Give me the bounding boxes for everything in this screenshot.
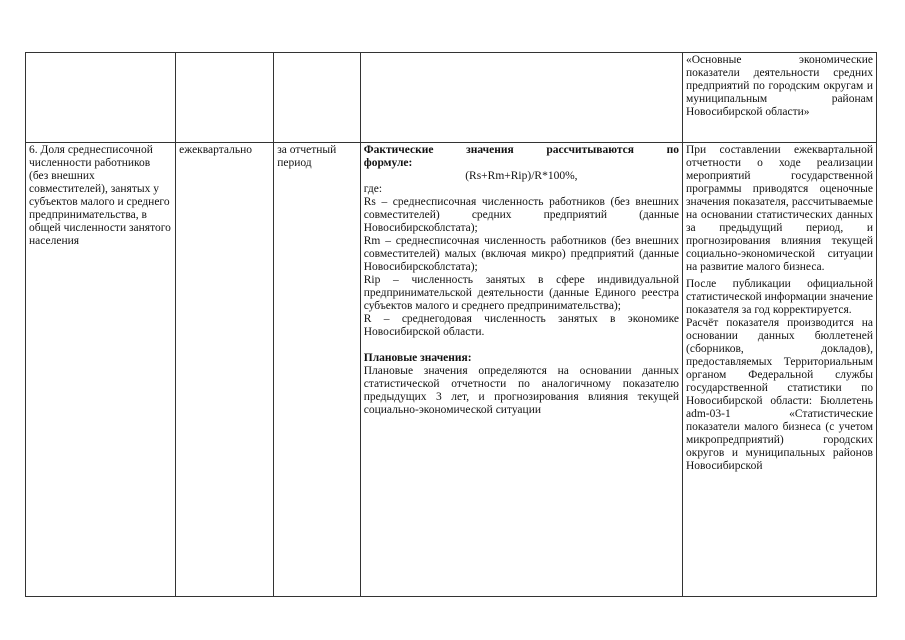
empty-cell [360,53,682,143]
source-p1: При составлении ежеквартальной отчетности о ходе реализации мероприятий государственной программы приводятся оценочные значения показателя, рассчитываемые на основании статистических данных за предыдущий период, и прогнозирования влияния текущей социально-экономической ситуации на развитие малого бизнеса. [686,144,873,273]
formula-heading-line2: формуле: [363,157,413,169]
indicator-name: 6. Доля среднесписочной численности работников (без внешних совместителей), занятых у субъектов малого и среднего предпринимательства, в общей численности занятого населения [29,144,171,247]
formula-rip: Rip – численность занятых в сфере индивидуальной предпринимательской деятельности (данные Единого реестра субъектов малого и среднего предпринимательства); [363,274,679,312]
formula-where: где: [363,183,383,195]
source-cell [683,143,877,597]
source-p3: Расчёт показателя производится на основании данных бюллетеней (сборников, докладов), предоставляемых Территориальным органом Федеральной службы государственной статистики по Новосибирской области: Бюллетень adm-03-1 «Статистические показатели малого бизнеса (с учетом микропредприятий) городских округов и муниципальных районов Новосибирской [686,317,873,472]
period: за отчетный период [277,144,337,169]
indicator-name-cell [26,143,176,597]
indicator-table [25,52,877,597]
empty-cell [26,53,176,143]
formula: (Rs+Rm+Rip)/R*100%, [465,170,578,182]
formula-rs: Rs – среднесписочная численность работников (без внешних совместителей) средних предприятий (данные Новосибирскоблстата); [363,196,679,234]
formula-r: R – среднегодовая численность занятых в экономике Новосибирской области. [363,313,679,338]
source-continued-text: «Основные экономические показатели деятельности средних предприятий по городским округам и муниципальным районам Новосибирской области» [686,54,873,118]
method-cell [360,143,682,597]
table-row [26,53,877,143]
source-p2: После публикации официальной статистической информации значение показателя за год корректируется. [686,278,873,316]
plan-text: Плановые значения определяются на основании данных статистической отчетности по аналогичному показателю предыдущих 3 лет, и прогнозирования влияния текущей социально-экономической ситуации [363,365,679,416]
period-cell [274,143,361,597]
periodicity-cell [176,143,274,597]
formula-rm: Rm – среднесписочная численность работников (без внешних совместителей) малых (включая микро) предприятий (данные Новосибирскоблстата); [363,235,679,273]
formula-heading-line1: Фактические значения рассчитываются по [363,144,679,156]
source-cell-continued [683,53,877,143]
empty-cell [274,53,361,143]
table-row [26,143,877,597]
periodicity: ежеквартально [179,144,253,156]
plan-heading: Плановые значения: [363,352,472,364]
empty-cell [176,53,274,143]
